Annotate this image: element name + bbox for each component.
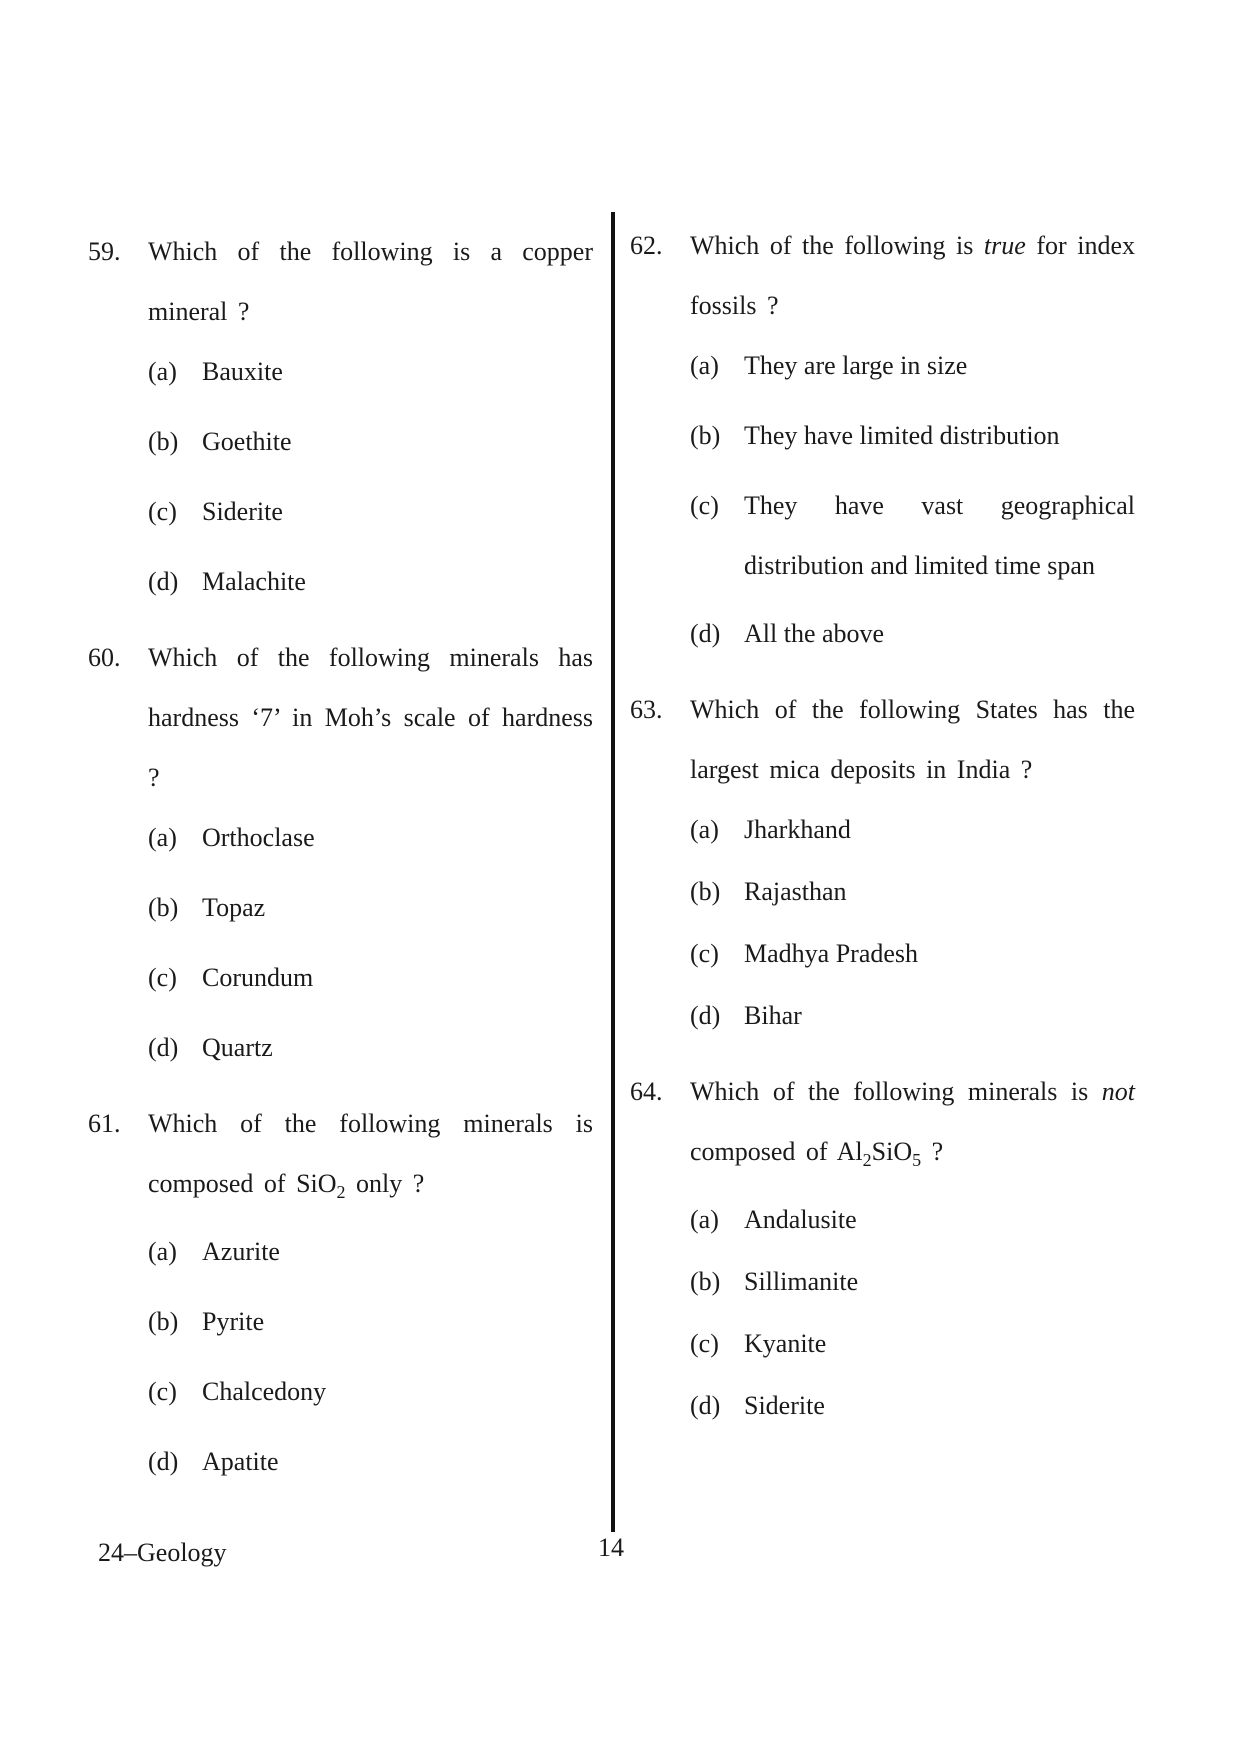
option-text: Malachite [202,567,306,596]
option-d [690,1388,1135,1424]
option-text: Sillimanite [744,1267,859,1297]
option-a [690,348,1135,384]
option-text: Apatite [202,1447,279,1477]
option-letter: (c) [690,939,719,968]
option-c [148,494,593,530]
option-letter: (a) [148,357,177,386]
option-text: Bihar [744,1001,802,1030]
question-number: 64. [630,1077,663,1106]
emphasis: true [983,231,1026,260]
question-number: 62. [630,231,663,260]
option-letter: (c) [690,491,719,520]
question-text: Which of the following is a copper mineral ? [148,237,593,326]
question-59 [88,222,593,600]
option-text: Rajasthan [744,877,847,906]
option-d [148,564,593,600]
option-letter: (a) [148,823,177,852]
question-text [690,216,1135,336]
right-column [630,216,1135,1424]
option-text: They have vast geographical distribution and limited time span [744,491,1135,580]
option-d [690,616,1135,652]
option-letter: (d) [690,1391,721,1421]
option-text: Pyrite [202,1307,265,1337]
option-letter: (b) [148,893,179,922]
footer-subject: 24–Geology [98,1538,227,1567]
option-letter: (b) [148,1307,179,1337]
option-letter: (a) [148,1237,177,1267]
option-letter: (d) [690,1001,721,1030]
option-text: Quartz [202,1033,273,1062]
subscript: 2 [862,1150,872,1171]
option-text: Topaz [202,893,266,922]
option-letter: (c) [148,497,177,526]
option-b [148,890,593,926]
option-d [148,1444,593,1480]
subscript: 2 [336,1182,346,1203]
option-letter: (a) [690,1205,719,1235]
option-c [690,1326,1135,1362]
question-text-part: for index fossils ? [690,231,1135,320]
option-text: They are large in size [744,351,968,380]
option-d [690,998,1135,1034]
question-62 [630,216,1135,652]
option-d [148,1030,593,1066]
option-text: All the above [744,619,885,648]
option-letter: (b) [690,1267,721,1297]
emphasis: not [1101,1077,1135,1106]
option-letter: (d) [690,619,721,648]
option-text: Chalcedony [202,1377,327,1407]
question-text-part: only ? [345,1169,425,1198]
question-text-part: ? [921,1137,944,1166]
question-61 [88,1094,593,1480]
option-a [690,812,1135,848]
option-text: Siderite [744,1391,825,1421]
option-text: Corundum [202,963,314,992]
option-letter: (b) [690,877,721,906]
question-text-part: SiO [871,1137,913,1166]
option-text: Goethite [202,427,292,456]
option-text: Siderite [202,497,283,526]
option-text: Jharkhand [744,815,851,844]
option-b [690,1264,1135,1300]
column-divider [611,212,615,1532]
question-text [148,1094,593,1222]
left-column [88,222,593,1480]
question-number: 63. [630,695,663,724]
option-c [148,960,593,996]
question-number: 60. [88,643,121,672]
option-text: Andalusite [744,1205,857,1235]
option-text: They have limited distribution [744,421,1060,450]
option-b [148,1304,593,1340]
subscript: 5 [912,1150,922,1171]
option-text: Azurite [202,1237,280,1267]
option-b [148,424,593,460]
option-a [690,1202,1135,1238]
option-letter: (c) [148,1377,177,1407]
option-a [148,820,593,856]
option-letter: (d) [148,1033,179,1062]
option-text: Madhya Pradesh [744,939,919,968]
option-c [690,936,1135,972]
option-letter: (c) [148,963,177,992]
question-64 [630,1062,1135,1424]
option-b [690,874,1135,910]
option-letter: (a) [690,815,719,844]
option-letter: (c) [690,1329,719,1359]
question-text-part: composed of Al [690,1137,863,1166]
option-a [148,1234,593,1270]
question-text-part: Which of the following minerals is composed of SiO [148,1109,593,1198]
question-text-part: Which of the following is [690,231,984,260]
page-number: 14 [598,1533,624,1562]
question-60 [88,628,593,1066]
option-text: Kyanite [744,1329,827,1359]
question-63 [630,680,1135,1034]
option-letter: (d) [148,567,179,596]
option-text: Orthoclase [202,823,315,852]
option-letter: (b) [690,421,721,450]
question-text: Which of the following States has the largest mica deposits in India ? [690,695,1135,784]
question-text-part: Which of the following minerals is [690,1077,1102,1106]
option-text: Bauxite [202,357,283,386]
option-c [690,476,1135,596]
option-letter: (b) [148,427,179,456]
option-letter: (a) [690,351,719,380]
option-b [690,418,1135,454]
option-a [148,354,593,390]
question-number: 61. [88,1109,121,1138]
question-number: 59. [88,237,121,266]
option-letter: (d) [148,1447,179,1477]
option-c [148,1374,593,1410]
question-text: Which of the following minerals has hardness ‘7’ in Moh’s scale of hardness ? [148,643,593,792]
question-text [690,1062,1135,1190]
